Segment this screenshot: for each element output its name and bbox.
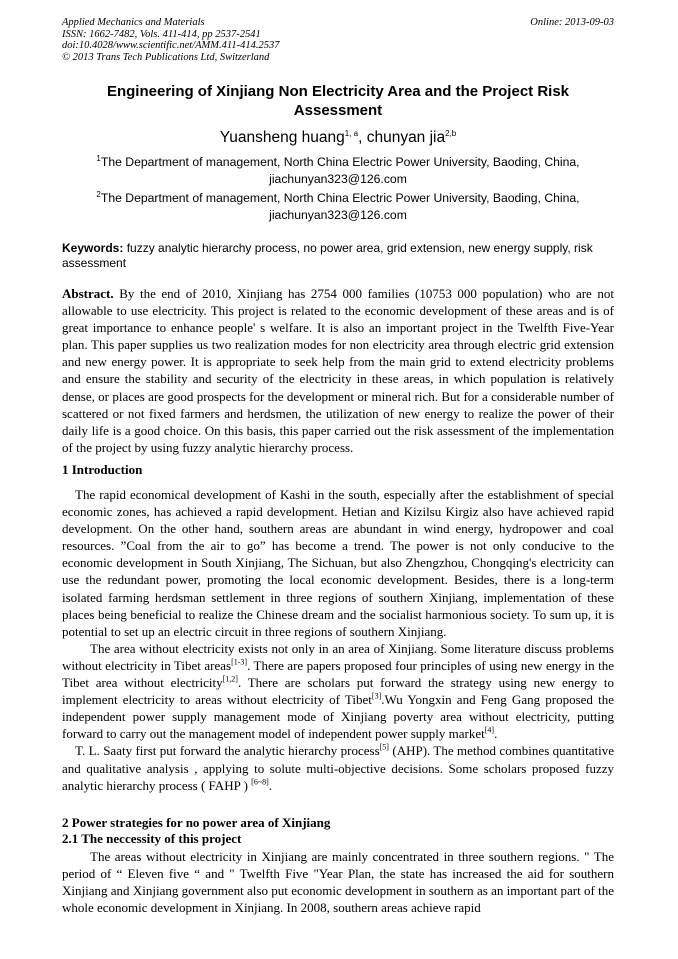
intro-paragraph-3 [62, 742, 614, 793]
affiliation-2-email: jiachunyan323@126.com [269, 208, 407, 222]
keywords-text: fuzzy analytic hierarchy process, no power area, grid extension, new energy supply, risk assessment [62, 241, 593, 270]
author-1-marker: 1, a [344, 128, 359, 138]
intro-p2-text-a: The area without electricity exists not only in an area of Xinjiang. Some literature discuss problems without electricity in Tibet areas [62, 640, 614, 673]
keywords [62, 241, 614, 270]
doi-line: doi:10.4028/www.scientific.net/AMM.411-414.2537 [62, 40, 280, 51]
affiliation-1-number: 1 [96, 153, 101, 163]
paper-title: Engineering of Xinjiang Non Electricity Area and the Project Risk Assessment [106, 83, 570, 119]
issn-line: ISSN: 1662-7482, Vols. 411-414, pp 2537-2541 [62, 28, 261, 40]
author-2: chunyan jia [366, 129, 446, 146]
affiliation-2-number: 2 [96, 189, 101, 199]
section-1-heading: 1 Introduction [62, 462, 143, 477]
copyright-line: © 2013 Trans Tech Publications Ltd, Switzerland [62, 51, 270, 63]
intro-paragraph-2 [62, 640, 614, 743]
journal-name: Applied Mechanics and Materials [62, 17, 205, 28]
author-2-marker: 2,b [445, 128, 457, 138]
author-separator: , [358, 129, 367, 146]
affiliation-1-text: The Department of management, North China Electric Power University, Baoding, China, [100, 155, 580, 169]
affiliation-2-text: The Department of management, North China Electric Power University, Baoding, China, [100, 191, 580, 205]
citation-4: [4] [484, 725, 495, 735]
intro-p2-text-c: . There are scholars put forward the strategy using new energy to implement electricity to areas without electricity of Tibet [62, 675, 614, 708]
affiliation-1-email: jiachunyan323@126.com [269, 172, 407, 186]
section-2-body [62, 848, 614, 916]
section-1-body [62, 486, 614, 794]
intro-paragraph-1: The rapid economical development of Kashi in the south, especially after the establishment of special economic zones, has achieved a rapid development. Hetian and Kizilsu Kirgiz also have achieved rapid development. On the other hand, southern areas are abundant in wind energy, hydropower and coal resources. ”Coal from the air to go” has become a trend. The power is not only conducive to the economic development in South Xinjiang, The Sichuan, but also Zhengzhou, Chongqing's electricity can use the redundant power, promoting the local economic development. Besides, there is a long-term isolated farming herdsman settlement in three regions of southern Xinjiang, implementation of these places being beneficial to realize the Chinese dream and the socialist harmonious society. To sum up, it is potential to set up an electric circuit in three regions of southern Xinjiang. [62, 487, 614, 639]
section-2-heading: 2 Power strategies for no power area of Xinjiang [62, 815, 331, 830]
citation-5: [5] [379, 743, 389, 753]
affiliation-1 [62, 154, 614, 188]
citation-3: [3] [371, 691, 382, 701]
section-2-paragraph-1: The areas without electricity in Xinjiang are mainly concentrated in three southern regions. " The period of “ Eleven five “ and " Twelfth Five "Year Plan, the state has increased the aid for southern Xinjiang and Xinjiang government also put economic development in southern as an important part of the whole economic development in Xinjiang. In 2008, southern areas achieve rapid [62, 849, 614, 916]
abstract-text: By the end of 2010, Xinjiang has 2754 000 families (10753 000 population) who are not allowable to use electricity. This project is related to the economic development of these areas and is of great importance to enhance people' s welfare. It is also an important project in the Twelfth Five-Year plan. This paper supplies us two realization modes for non electricity area through electric grid extension and new energy power. It is appropriate to seek help from the main grid to extend electricity problems and ensure the stability and security of the electricity in these areas, in which population is relatively dense, or places are good prospects for the development or mineral rich. But for a considerable number of scattered or not fixed farmers and herdsmen, the utilization of new energy to realize the power of their daily life is a good choice. On this basis, this paper carried out the risk assessment of the implementation of the project by using fuzzy analytic hierarchy process. [62, 286, 614, 455]
intro-p3-text-c: . [268, 777, 273, 793]
keywords-label: Keywords: [62, 241, 124, 255]
author-line [62, 129, 614, 147]
citation-1-3: [1-3] [231, 657, 248, 667]
intro-p2-text-d: .Wu Yongxin and Feng Gang proposed the independent power supply management mode of Xinjiang poverty area without electricity, putting forward to carry out the management model of independent power supply market [62, 692, 614, 742]
abstract-label: Abstract. [62, 286, 114, 301]
affiliation-2 [62, 190, 614, 224]
citation-6-8: [6~8] [251, 777, 269, 787]
abstract [62, 285, 614, 456]
intro-p3-text-a: T. L. Saaty first put forward the analytic hierarchy process [75, 743, 380, 759]
citation-1-2: [1,2] [222, 674, 238, 684]
section-2-1-heading: 2.1 The neccessity of this project [62, 831, 242, 846]
intro-p3-text-b: (AHP). The method combines quantitative and qualitative analysis , applying to solute multi-objective decisions. Some scholars proposed fuzzy analytic hierarchy process ( FAHP ) [62, 743, 615, 793]
online-date: Online: 2013-09-03 [530, 17, 614, 28]
intro-p2-text-e: . [494, 726, 498, 742]
intro-p2-text-b: . There are papers proposed four principles of using new energy in the Tibet area without electricity [62, 657, 614, 691]
author-1: Yuansheng huang [219, 129, 345, 146]
